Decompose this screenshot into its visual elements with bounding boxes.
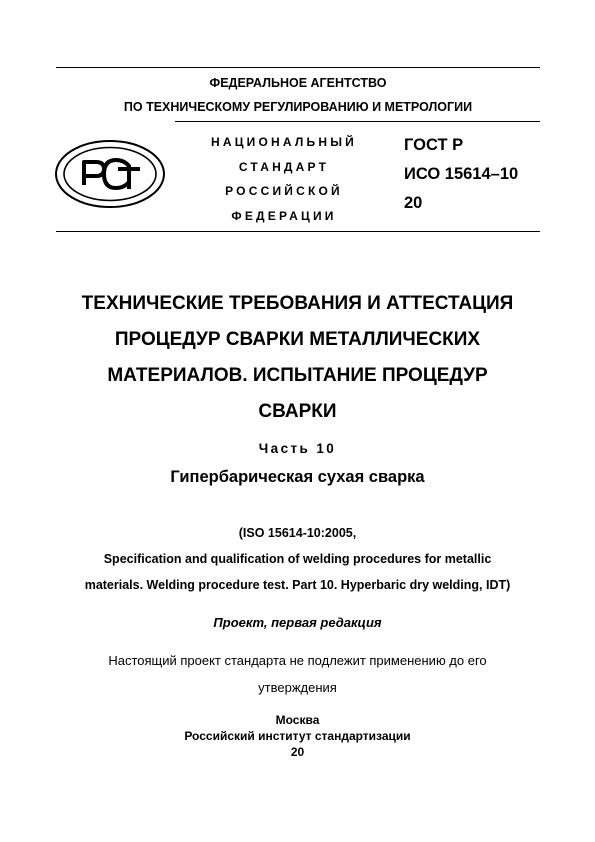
top-rule <box>56 67 540 68</box>
title-line: ПРОЦЕДУР СВАРКИ МЕТАЛЛИЧЕСКИХ <box>114 329 481 350</box>
standard-type-line: СТАНДАРТ <box>238 159 330 174</box>
iso-reference-line: materials. Welding procedure test. Part 10. Hyperbaric dry welding, IDT) <box>84 578 511 592</box>
imprint-publisher: Российский институт стандартизации <box>184 729 411 743</box>
middle-rule <box>175 121 540 122</box>
draft-notice <box>60 647 535 701</box>
iso-reference-line: (ISO 15614-10:2005, <box>238 526 357 540</box>
part-title: Гипербарическая сухая сварка <box>170 468 425 486</box>
title-line: МАТЕРИАЛОВ. ИСПЫТАНИЕ ПРОЦЕДУР <box>107 365 488 386</box>
designation-line: 20 <box>404 194 423 212</box>
designation-line: ИСО 15614–10 <box>404 165 519 183</box>
standard-type-line: НАЦИОНАЛЬНЫЙ <box>210 135 358 149</box>
title-line: ТЕХНИЧЕСКИЕ ТРЕБОВАНИЯ И АТТЕСТАЦИЯ <box>81 293 514 314</box>
iso-reference-line: Specification and qualification of welding procedures for metallic <box>103 552 492 566</box>
agency-line-1: ФЕДЕРАЛЬНОЕ АГЕНТСТВО <box>209 76 387 90</box>
imprint-city: Москва <box>275 713 320 727</box>
document-title <box>40 286 555 430</box>
designation-line: ГОСТ Р <box>404 136 464 154</box>
standard-type-line: РОССИЙСКОЙ <box>225 184 343 198</box>
part-label: Часть 10 <box>258 441 337 456</box>
agency-line-2: ПО ТЕХНИЧЕСКОМУ РЕГУЛИРОВАНИЮ И МЕТРОЛОГИИ <box>123 100 473 114</box>
gost-r-certification-mark-icon <box>54 139 166 209</box>
title-line: СВАРКИ <box>258 401 337 422</box>
standard-type-line: ФЕДЕРАЦИИ <box>231 208 337 223</box>
imprint <box>0 712 595 760</box>
bottom-rule <box>56 231 540 232</box>
notice-line: Настоящий проект стандарта не подлежит применению до его <box>108 653 487 668</box>
agency-header <box>56 71 540 119</box>
notice-line: утверждения <box>258 680 337 695</box>
draft-status: Проект, первая редакция <box>213 615 382 630</box>
standard-type-block <box>196 130 372 228</box>
imprint-year: 20 <box>290 745 305 759</box>
standard-designation <box>404 131 544 218</box>
iso-reference <box>40 520 555 598</box>
